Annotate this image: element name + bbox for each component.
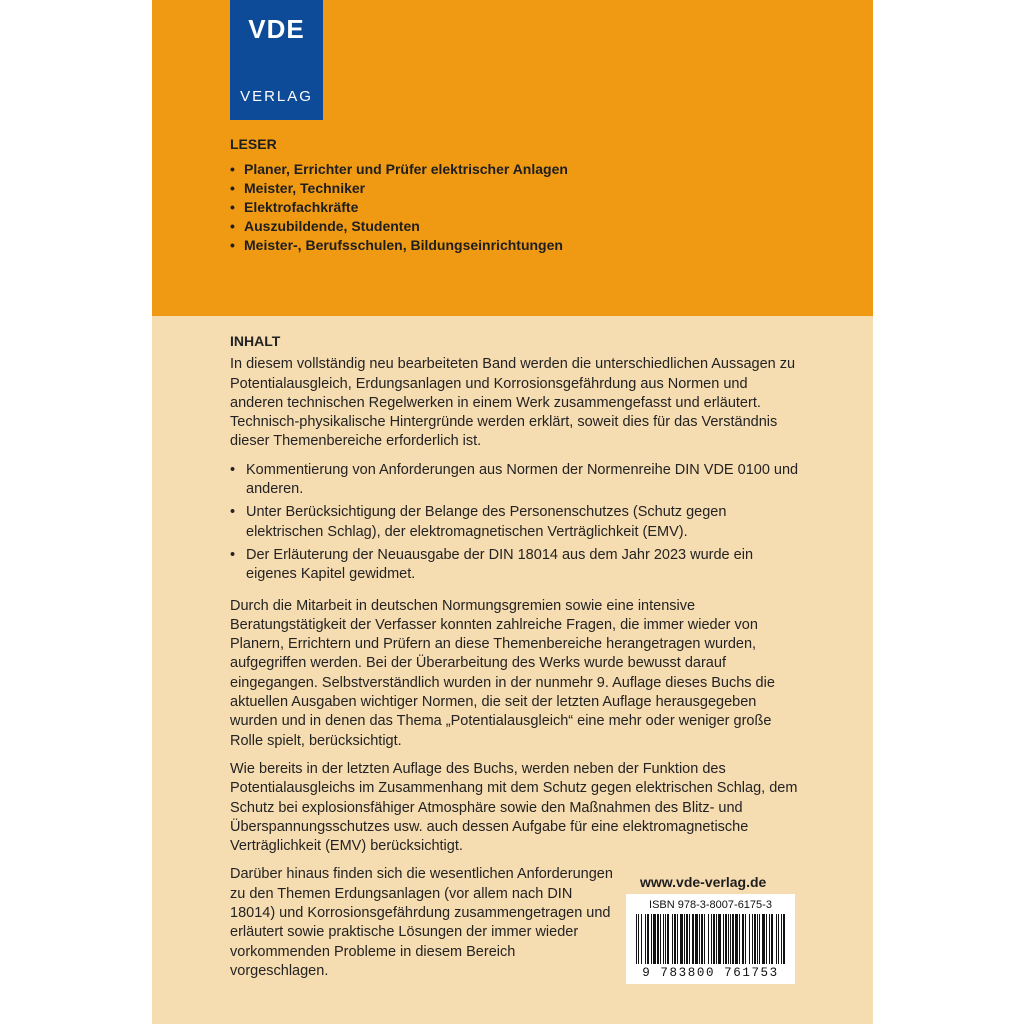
barcode-bar [638,914,639,964]
bullet-icon: • [230,504,236,521]
feature-list [230,461,800,585]
barcode-bar [762,914,765,964]
bullet-icon: • [230,461,236,478]
bullet-icon: • [230,199,235,215]
barcode-bar [776,914,777,964]
barcode-bar [728,914,729,964]
barcode-bar [778,914,779,964]
barcode-bar [672,914,673,964]
list-item: • Meister-, Berufsschulen, Bildungseinrichtungen [230,237,563,253]
barcode-bar [716,914,717,964]
reader-band [152,0,873,316]
vde-verlag-logo [230,0,323,120]
bullet-icon: • [230,218,235,234]
barcode-bar [701,914,703,964]
barcode-bar [680,914,683,964]
barcode-bar [759,914,760,964]
barcode-bar [699,914,700,964]
barcode-bar [766,914,767,964]
paragraph-mitarbeit: Durch die Mitarbeit in deutschen Normungsgremien sowie eine intensive Beratungstätigkeit der Verfasser konnten zahlreiche Fragen, die immer wieder von Planern, Errichtern und Prüfern an diese Themenbereiche herangetragen wurden, aufgegriffen werden. Bei der Überarbeitung des Werks wurde bewusst darauf eingegangen. Selbstverständlich wurden in der nunmehr 9. Auflage dieses Buchs die aktuellen Ausgaben wichtiger Normen, die seit der letzten Auflage herausgegeben wurden und in denen das Thema „Potentialausgleich“ eine mehr oder weniger große Rolle spielt, berücksichtigt. [230,597,775,749]
barcode-bar [704,914,705,964]
barcode-bar [752,914,753,964]
paragraph-auflage: Wie bereits in der letzten Auflage des Buchs, werden neben der Funktion des Potentialausgleichs im Zusammenhang mit dem Schutz gegen elektrischen Schlag, dem Schutz bei explosionsfähiger Atmosphäre sowie den Maßnahmen des Blitz- und Überspannungsschutzes usw. auch dessen Aufgabe für eine elektromagnetische Verträglichkeit (EMV) berücksichtigt. [230,760,798,855]
list-item: • Planer, Errichter und Prüfer elektrischer Anlagen [230,161,568,177]
barcode-bar [686,914,688,964]
barcode-bar [781,914,782,964]
logo-vde-text: VDE [248,14,305,44]
barcode-bar [692,914,694,964]
barcode-bar [730,914,731,964]
barcode-bar [718,914,721,964]
intro-paragraph: In diesem vollständig neu bearbeiteten Band werden die unterschiedlichen Aussagen zu Potentialausgleich, Erdungsanlagen und Korrosionsgefährdung aus Normen und anderen technischen Regelwerken in einem Werk zusammengefasst und erläutert. Technisch-physikalische Hintergründe werden erklärt, soweit dies für das Verständnis dieser Themenbereiche erforderlich ist. [230,356,796,450]
barcode-bar [657,914,659,964]
barcode-bar [677,914,678,964]
barcode-bar [711,914,712,964]
barcode-bar [708,914,709,964]
barcode-bar [641,914,642,964]
barcode-bar [645,914,646,964]
list-item: • Der Erläuterung der Neuausgabe der DIN 18014 aus dem Jahr 2023 wurde ein eigenes Kapitel gewidmet. [230,546,754,583]
barcode-bar [754,914,756,964]
inhalt-section [230,332,800,990]
isbn-barcode [626,894,795,984]
list-item: • Kommentierung von Anforderungen aus Normen der Normenreihe DIN VDE 0100 und anderen. [230,461,799,498]
isbn-label: ISBN 978-3-8007-6175-3 [649,899,772,911]
barcode-bar [757,914,758,964]
bullet-icon: • [230,546,236,563]
barcode-bar [739,914,740,964]
barcode-digits: 9 783800 761753 [642,966,779,980]
list-item: • Meister, Techniker [230,180,366,196]
barcode-bar [651,914,652,964]
barcode-bar [663,914,664,964]
barcode-bar [783,914,785,964]
barcode-bar [732,914,734,964]
barcode-bar [745,914,746,964]
list-item: • Elektrofachkräfte [230,199,359,215]
barcode-bar [725,914,727,964]
barcode-bar [695,914,698,964]
barcode-bar [749,914,750,964]
book-back-cover [152,0,873,1024]
barcode-bar [636,914,637,964]
bullet-icon: • [230,180,235,196]
barcode-bar [660,914,661,964]
barcode-bar [665,914,666,964]
leser-heading: LESER [230,136,277,152]
list-item: • Auszubildende, Studenten [230,218,420,234]
barcode-bar [713,914,715,964]
barcode-bar [769,914,770,964]
paragraph-erdungsanlagen: Darüber hinaus finden sich die wesentlichen Anforderungen zu den Themen Erdungsanlagen (vor allem nach DIN 18014) und Korrosionsgefährdung zusammengetragen und erläutert sowie praktische Lösungen der immer wieder vorkommenden Probleme in diesem Bereich vorgeschlagen. [230,866,613,979]
inhalt-heading: INHALT [230,333,281,349]
bullet-icon: • [230,237,235,253]
bullet-icon: • [230,161,235,177]
barcode-bar [735,914,738,964]
logo-verlag-text: VERLAG [240,88,313,105]
barcode-bar [723,914,724,964]
barcode-bar [653,914,656,964]
barcode-bar [674,914,676,964]
list-item: • Unter Berücksichtigung der Belange des Personenschutzes (Schutz gegen elektrischen Schlag), der elektromagnetischen Verträglichkeit (EMV). [230,504,727,540]
barcode-graphic [634,914,787,966]
leser-list [230,160,568,255]
barcode-bar [742,914,744,964]
barcode-bar [771,914,773,964]
barcode-bar [689,914,690,964]
barcode-bar [647,914,649,964]
barcode-bar [684,914,685,964]
website-link[interactable]: www.vde-verlag.de [640,874,767,890]
barcode-bar [667,914,669,964]
